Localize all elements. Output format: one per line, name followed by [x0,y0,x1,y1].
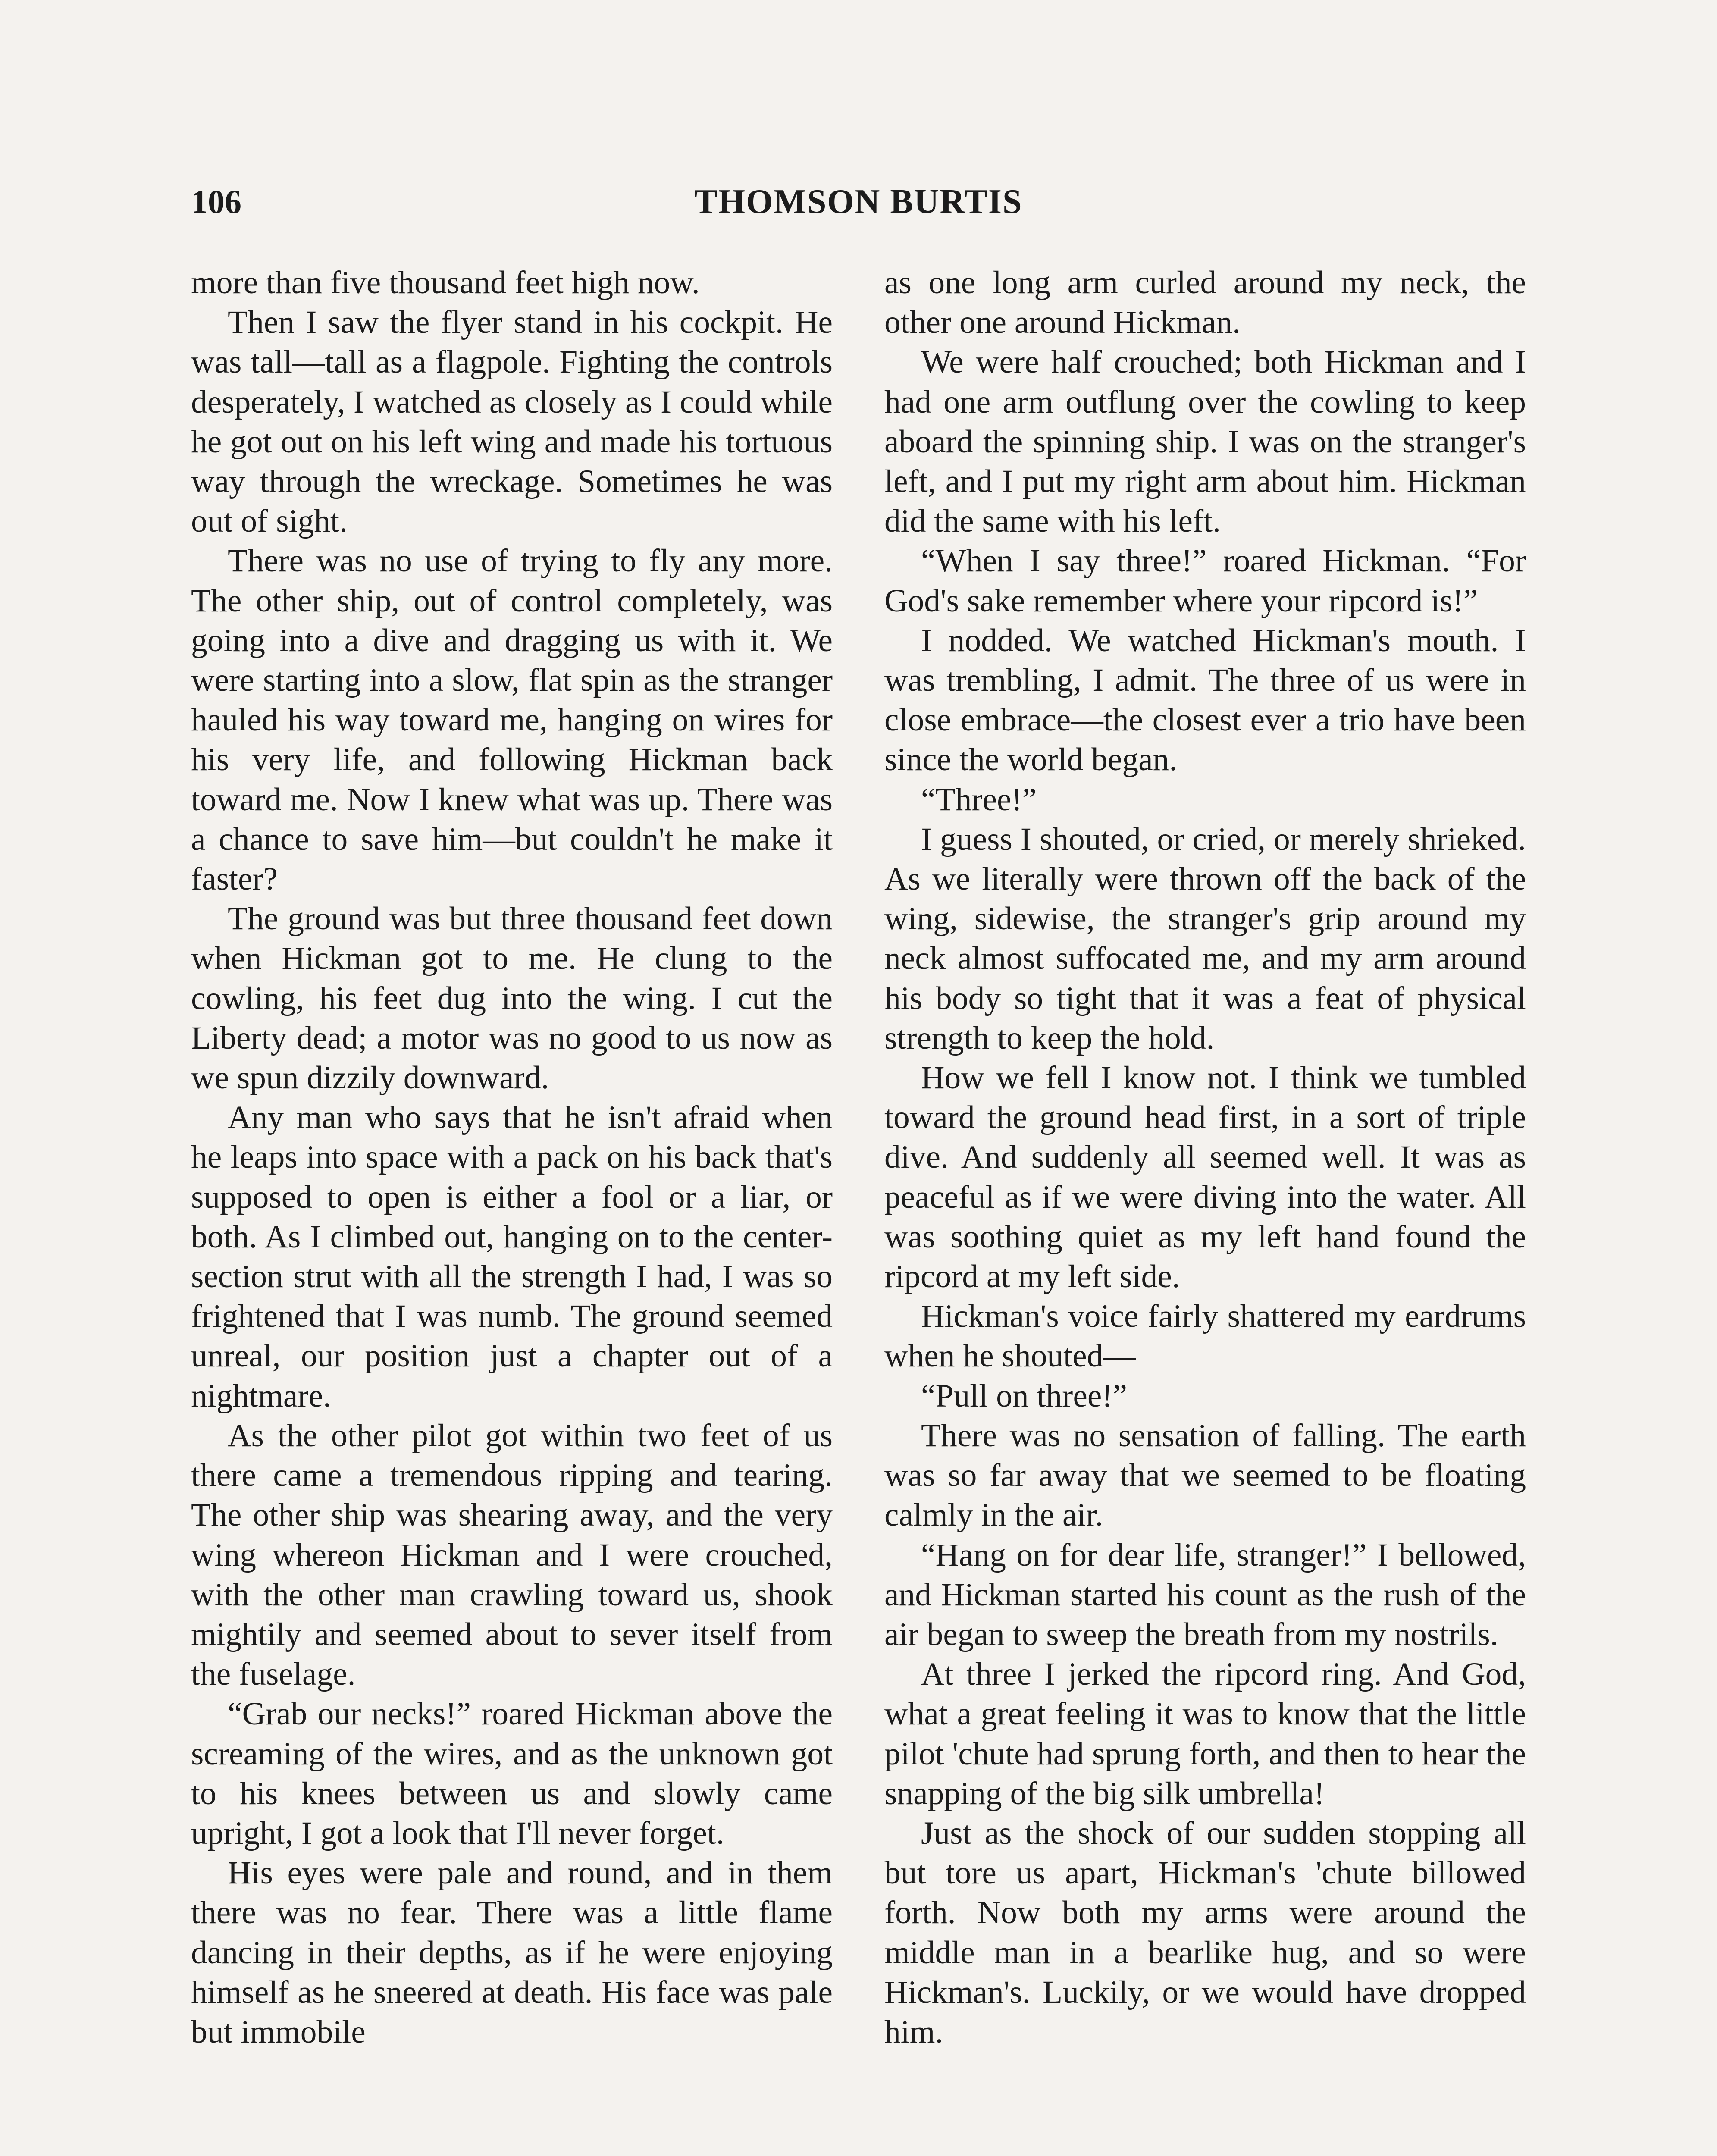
paragraph: There was no sensation of falling. The earth was so far away that we seemed to be floating calmly in the air. [884,1417,1526,1533]
paragraph: There was no use of trying to fly any more. The other ship, out of control completely, was going into a dive and dragging us with it. We were starting into a slow, flat spin as the stranger hauled his way toward me, hanging on wires for his very life, and following Hickman back toward me. Now I knew what was up. There was a chance to save him—but couldn't he make it faster? [191,543,833,897]
paragraph: Hickman's voice fairly shattered my eardrums when he shouted— [884,1298,1526,1374]
right-column [884,263,1526,2156]
paragraph: We were half crouched; both Hickman and I had one arm outflung over the cowling to keep aboard the spinning ship. I was on the stranger's left, and I put my right arm about him. Hickman did the same with his left. [884,344,1526,539]
paragraph: “When I say three!” roared Hickman. “For God's sake remember where your ripcord is!” [884,543,1526,619]
paragraph: “Three!” [921,781,1037,818]
page-number: 106 [191,183,241,220]
paragraph: The ground was but three thousand feet down when Hickman got to me. He clung to the cowling, his feet dug into the wing. I cut the Liberty dead; a motor was no good to us now as we spun dizzily downward. [191,901,833,1096]
paragraph: as one long arm curled around my neck, the other one around Hickman. [884,265,1526,341]
paragraph: Any man who says that he isn't afraid when he leaps into space with a pack on his back that's supposed to open is either a fool or a liar, or both. As I climbed out, hanging on to the center-section strut with all the strength I had, I was so frightened that I was numb. The ground seemed unreal, our position just a chapter out of a nightmare. [191,1100,833,1414]
paragraph: “Hang on for dear life, stranger!” I bellowed, and Hickman started his count as the rush of the air began to sweep the breath from my nostrils. [884,1537,1526,1652]
paragraph: “Grab our necks!” roared Hickman above the screaming of the wires, and as the unknown got to his knees between us and slowly came upright, I got a look that I'll never forget. [191,1696,833,1851]
paragraph: I nodded. We watched Hickman's mouth. I was trembling, I admit. The three of us were in close embrace—the closest ever a trio have been since the world began. [884,622,1526,778]
page-header [191,176,1526,228]
paragraph: “Pull on three!” [921,1378,1127,1414]
text-columns [191,263,1526,2156]
paragraph: Then I saw the flyer stand in his cockpit. He was tall—tall as a flagpole. Fighting the controls desperately, I watched as closely as I could while he got out on his left wing and made his tortuous way through the wreckage. Sometimes he was out of sight. [191,304,833,539]
paragraph: I guess I shouted, or cried, or merely shrieked. As we literally were thrown off the back of the wing, sidewise, the stranger's grip around my neck almost suffocated me, and my arm around his body so tight that it was a feat of physical strength to keep the hold. [884,821,1526,1056]
running-head: THOMSON BURTIS [694,183,1023,221]
left-column [191,263,833,2156]
paragraph: At three I jerked the ripcord ring. And God, what a great feeling it was to know that the little pilot 'chute had sprung forth, and then to hear the snapping of the big silk umbrella! [884,1656,1526,1811]
paragraph: His eyes were pale and round, and in them there was no fear. There was a little flame dancing in their depths, as if he were enjoying himself as he sneered at death. His face was pale but immobile [191,1855,833,2050]
paragraph: Just as the shock of our sudden stopping all but tore us apart, Hickman's 'chute billowed forth. Now both my arms were around the middle man in a bearlike hug, and so were Hickman's. Luckily, or we would have dropped him. [884,1815,1526,2050]
paragraph: more than five thousand feet high now. [191,265,700,301]
paragraph: As the other pilot got within two feet of us there came a tremendous ripping and tearing. The other ship was shearing away, and the very wing whereon Hickman and I were crouched, with the other man crawling toward us, shook mightily and seemed about to sever itself from the fuselage. [191,1417,833,1692]
paragraph: How we fell I know not. I think we tumbled toward the ground head first, in a sort of triple dive. And suddenly all seemed well. It was as peaceful as if we were diving into the water. All was soothing quiet as my left hand found the ripcord at my left side. [884,1060,1526,1295]
